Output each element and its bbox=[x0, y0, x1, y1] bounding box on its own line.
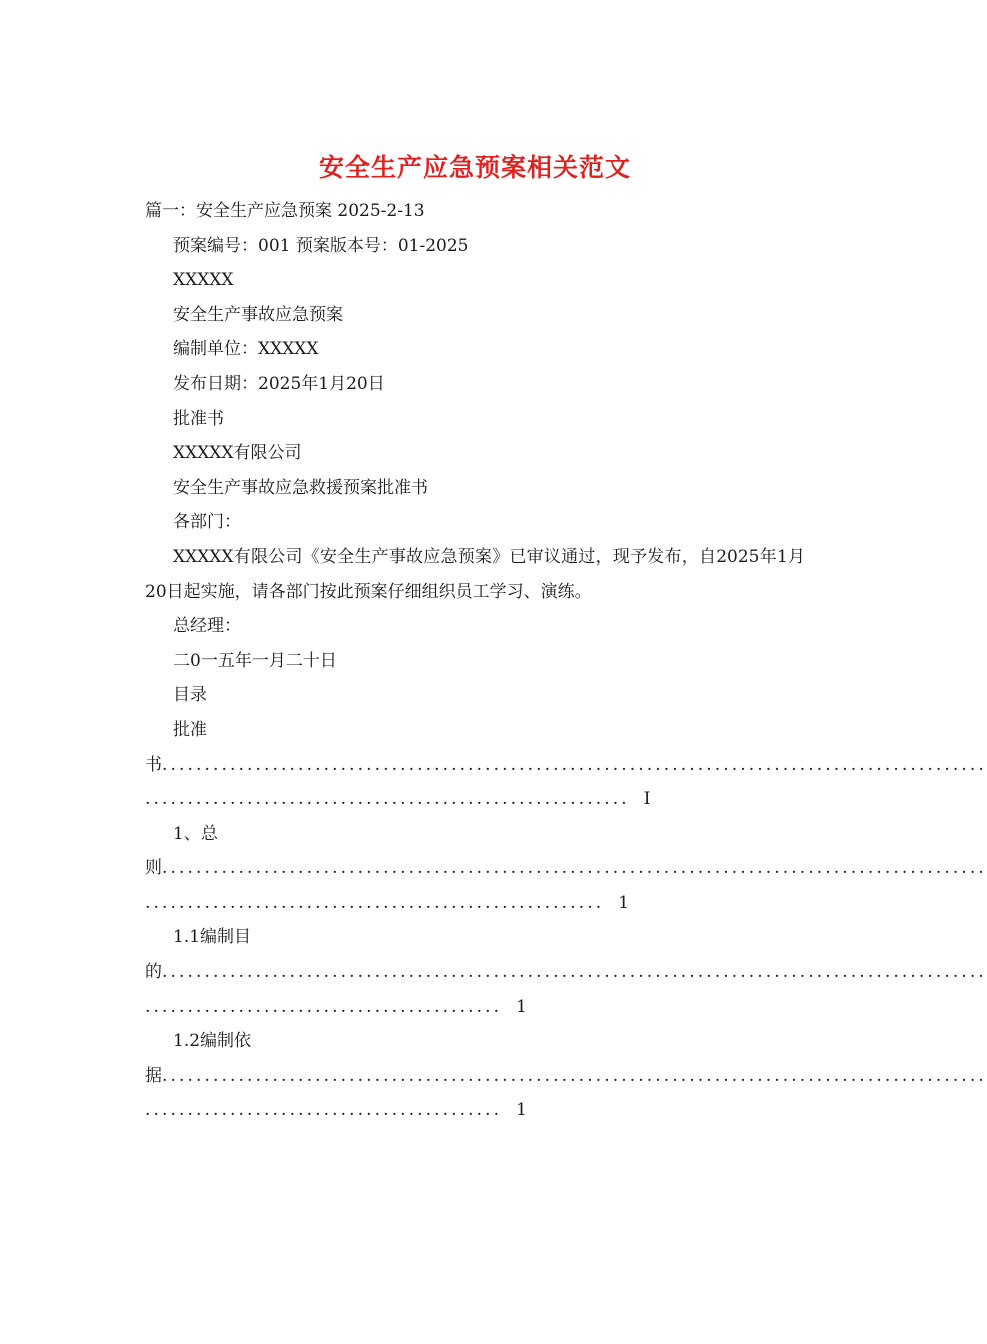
text-line: XXXXX有限公司 bbox=[173, 443, 302, 464]
text-line: 目录 bbox=[173, 685, 207, 706]
toc-heading: 批准 bbox=[173, 719, 207, 740]
toc-lead-char: 则 bbox=[145, 858, 162, 879]
toc-leader-line bbox=[145, 955, 987, 990]
text-line: 各部门： bbox=[173, 512, 241, 533]
document-body bbox=[145, 194, 987, 1128]
text-line: 安全生产事故应急预案 bbox=[173, 304, 343, 325]
document-title: 安全生产应急预案相关范文 bbox=[318, 153, 631, 182]
text-line: 发布日期：2025年1月20日 bbox=[173, 373, 385, 394]
text-line: 预案编号：001 预案版本号：01-2025 bbox=[173, 235, 469, 256]
toc-leader-line bbox=[145, 851, 987, 886]
paragraph: XXXXX有限公司《安全生产事故应急预案》已审议通过，现予发布，自2025年1月20日起实施，请各部门按此预案仔细组织员工学习、演练。 bbox=[145, 546, 805, 602]
text-line: XXXXX bbox=[173, 270, 234, 291]
toc-heading: 1、总 bbox=[173, 823, 218, 844]
toc-leader-line bbox=[145, 782, 805, 817]
toc-page-number: 1 bbox=[516, 1100, 527, 1121]
toc-dots: ......................................................... bbox=[145, 789, 630, 810]
toc-dots: ................................................................................................. bbox=[162, 962, 987, 983]
text-line: 篇一：安全生产应急预案 2025-2-13 bbox=[145, 201, 425, 221]
text-line: 二0一五年一月二十日 bbox=[173, 650, 337, 671]
toc-lead-char: 的 bbox=[145, 962, 162, 983]
toc-page-number: 1 bbox=[516, 996, 527, 1017]
toc-heading: 1.1编制目 bbox=[173, 927, 252, 948]
toc-dots: ................................................................................................. bbox=[162, 858, 987, 879]
toc-lead-char: 据 bbox=[145, 1065, 162, 1086]
toc-page-number: I bbox=[643, 789, 651, 810]
toc-leader-line bbox=[145, 886, 805, 921]
text-line: 安全生产事故应急救援预案批准书 bbox=[173, 477, 428, 498]
toc-leader-line bbox=[145, 1059, 987, 1094]
toc-leader-line bbox=[145, 748, 987, 783]
text-line: 总经理： bbox=[173, 616, 241, 637]
text-line: 编制单位：XXXXX bbox=[173, 339, 319, 360]
toc-dots: ...................................................... bbox=[145, 892, 605, 913]
text-line: 批准书 bbox=[173, 408, 224, 429]
toc-dots: .......................................... bbox=[145, 1100, 503, 1121]
toc-dots: .......................................... bbox=[145, 996, 503, 1017]
toc-lead-char: 书 bbox=[145, 754, 162, 775]
toc-leader-line bbox=[145, 1093, 805, 1128]
toc-heading: 1.2编制依 bbox=[173, 1031, 252, 1052]
toc-dots: ................................................................................................. bbox=[162, 1065, 987, 1086]
toc-dots: ................................................................................................. bbox=[162, 754, 987, 775]
toc-leader-line bbox=[145, 990, 805, 1025]
toc-page-number: 1 bbox=[618, 892, 630, 913]
